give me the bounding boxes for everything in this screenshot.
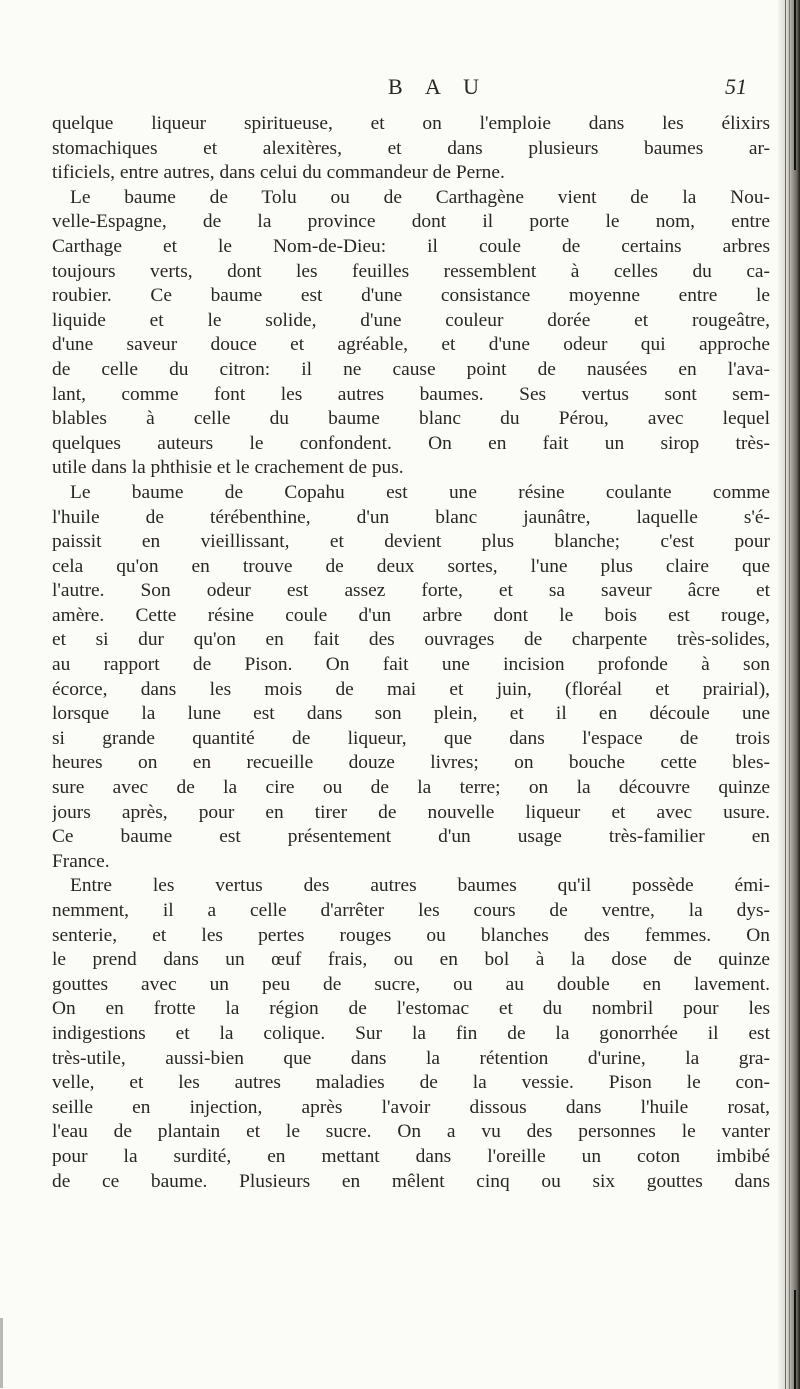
text-line: l'huile de térébenthine, d'un blanc jaunâtre, laquelle s'é- bbox=[52, 506, 770, 528]
book-gutter-shadow bbox=[778, 0, 800, 1389]
text-line: On en frotte la région de l'estomac et du nombril pour les bbox=[52, 998, 770, 1020]
text-line: écorce, dans les mois de mai et juin, (floréal et prairial), bbox=[52, 678, 770, 700]
text-line: paissit en vieillissant, et devient plus blanche; c'est pour bbox=[52, 531, 770, 553]
text-line: lant, comme font les autres baumes. Ses vertus sont sem- bbox=[52, 383, 770, 405]
text-line: l'autre. Son odeur est assez forte, et sa saveur âcre et bbox=[52, 580, 770, 602]
text-line: d'une saveur douce et agréable, et d'une odeur qui approche bbox=[52, 334, 770, 356]
text-line: velle, et les autres maladies de la vessie. Pison le con- bbox=[52, 1072, 770, 1094]
text-line: seille en injection, après l'avoir dissous dans l'huile rosat, bbox=[52, 1096, 770, 1118]
text-line: stomachiques et alexitères, et dans plusieurs baumes ar- bbox=[52, 137, 770, 159]
text-line: quelques auteurs le confondent. On en fait un sirop très- bbox=[52, 432, 770, 454]
text-line: nemment, il a celle d'arrêter les cours de ventre, la dys- bbox=[52, 900, 770, 921]
text-line: et si dur qu'on en fait des ouvrages de charpente très-solides, bbox=[52, 629, 770, 651]
text-line: cela qu'on en trouve de deux sortes, l'une plus claire que bbox=[52, 555, 770, 577]
text-line: utile dans la phthisie et le crachement de pus. bbox=[52, 457, 404, 479]
text-line: France. bbox=[52, 850, 110, 872]
page-number: 51 bbox=[725, 74, 747, 99]
text-line: de celle du citron: il ne cause point de nausées en l'ava- bbox=[52, 358, 770, 380]
gutter-rule bbox=[785, 0, 786, 1389]
text-line: quelque liqueur spiritueuse, et on l'emploie dans les élixirs bbox=[52, 113, 770, 134]
text-line: sure avec de la cire ou de la terre; on la découvre quinze bbox=[52, 777, 770, 799]
text-line: senterie, et les pertes rouges ou blanches des femmes. On bbox=[52, 924, 770, 946]
gutter-binding-edge bbox=[794, 0, 796, 170]
text-line: heures on en recueille douze livres; on bouche cette bles- bbox=[52, 752, 770, 774]
text-line: indigestions et la colique. Sur la fin de la gonorrhée il est bbox=[52, 1022, 770, 1044]
text-line: jours après, pour en tirer de nouvelle liqueur et avec usure. bbox=[52, 801, 770, 823]
text-line: tificiels, entre autres, dans celui du commandeur de Perne. bbox=[52, 162, 505, 184]
text-line: gouttes avec un peu de sucre, ou au double en lavement. bbox=[52, 973, 770, 995]
text-line: si grande quantité de liqueur, que dans l'espace de trois bbox=[52, 727, 770, 749]
text-line: pour la surdité, en mettant dans l'oreille un coton imbibé bbox=[52, 1145, 770, 1167]
scan-edge-mark bbox=[0, 1318, 3, 1388]
gutter-rule bbox=[789, 0, 790, 1389]
running-title: B A U bbox=[388, 74, 489, 99]
text-line: Carthage et le Nom-de-Dieu: il coule de certains arbres bbox=[52, 235, 770, 257]
text-line: amère. Cette résine coule d'un arbre dont le bois est rouge, bbox=[52, 604, 770, 626]
text-line: toujours verts, dont les feuilles ressemblent à celles du ca- bbox=[52, 260, 770, 282]
text-line: velle-Espagne, de la province dont il porte le nom, entre bbox=[52, 211, 770, 233]
text-line: Le baume de Copahu est une résine coulante comme bbox=[70, 481, 770, 503]
text-line: l'eau de plantain et le sucre. On a vu des personnes le vanter bbox=[52, 1121, 770, 1143]
text-line: Le baume de Tolu ou de Carthagène vient de la Nou- bbox=[70, 186, 770, 208]
gutter-binding-edge bbox=[794, 1290, 796, 1389]
text-line: le prend dans un œuf frais, ou en bol à la dose de quinze bbox=[52, 949, 770, 971]
page-header bbox=[388, 74, 788, 104]
text-line: blables à celle du baume blanc du Pérou, avec lequel bbox=[52, 408, 770, 430]
text-line: roubier. Ce baume est d'une consistance moyenne entre le bbox=[52, 285, 770, 307]
text-line: très-utile, aussi-bien que dans la rétention d'urine, la gra- bbox=[52, 1047, 770, 1069]
body-text bbox=[52, 112, 770, 1194]
text-line: lorsque la lune est dans son plein, et il en découle une bbox=[52, 703, 770, 725]
text-line: Entre les vertus des autres baumes qu'il possède émi- bbox=[70, 875, 770, 897]
text-line: de ce baume. Plusieurs en mêlent cinq ou six gouttes dans bbox=[52, 1170, 770, 1192]
text-line: Ce baume est présentement d'un usage très-familier en bbox=[52, 826, 770, 848]
text-line: au rapport de Pison. On fait une incision profonde à son bbox=[52, 654, 770, 676]
text-line: liquide et le solide, d'une couleur dorée et rougeâtre, bbox=[52, 309, 770, 331]
